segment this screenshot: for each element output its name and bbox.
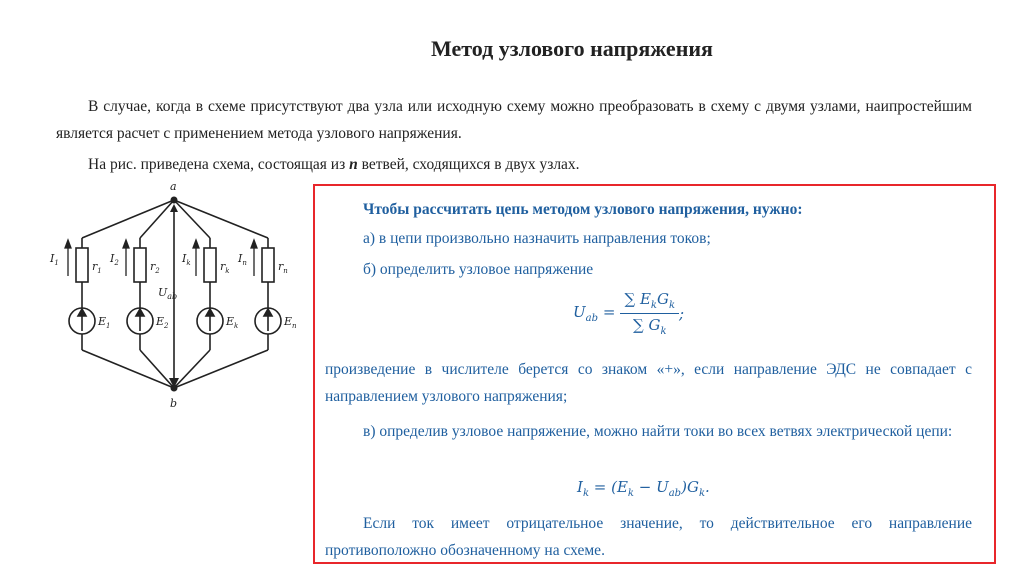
f1-tail: ; xyxy=(679,304,685,323)
step-b: б) определить узловое напряжение xyxy=(363,261,594,278)
emf-label-n: E xyxy=(284,315,293,328)
slide-title: Метод узлового напряжения xyxy=(431,36,713,61)
node-b-label: b xyxy=(170,397,178,410)
f1-lhs-sub: ab xyxy=(585,313,599,324)
svg-text:Ek: $E_k$ xyxy=(226,315,239,330)
intro-p2-post: ветвей, сходящихся в двух узлах. xyxy=(357,156,580,173)
circuit-diagram xyxy=(40,178,320,414)
current-label-k: I xyxy=(182,252,187,265)
formula-node-voltage xyxy=(573,290,684,337)
resistor-k xyxy=(204,248,216,282)
resistor-1 xyxy=(76,248,88,282)
svg-text:r2: $r_2$ xyxy=(150,260,160,275)
current-label-n: I xyxy=(238,252,243,265)
current-label-1: I xyxy=(50,252,55,265)
method-steps-box xyxy=(313,184,996,564)
f1-eq: = xyxy=(602,303,616,321)
emf-label-1: E xyxy=(98,315,107,328)
uab-label: $U_{ab}$ xyxy=(158,286,178,301)
f1-fraction xyxy=(620,290,679,337)
intro-n: n xyxy=(349,156,358,173)
f1-lhs: U xyxy=(573,303,586,321)
svg-text:En: $E_n$ xyxy=(284,315,297,330)
f1-denominator: ∑ $G_k$ xyxy=(632,316,667,337)
note-sign: произведение в числителе берется со знаком «+», если направление ЭДС не совпадает с направлением узлового напряжения; xyxy=(325,361,972,405)
svg-text:r1: $r_1$ xyxy=(92,260,102,275)
emf-label-k: E xyxy=(226,315,235,328)
resistor-n xyxy=(262,248,274,282)
svg-text:rk: $r_k$ xyxy=(220,260,230,275)
resistor-label-2: r xyxy=(150,260,156,273)
current-label-2: I xyxy=(110,252,115,265)
steps-heading: Чтобы рассчитать цепь методом узлового напряжения, нужно: xyxy=(363,201,803,218)
formula-branch-current: $I_k = (E_k - U_{ab})G_k$. xyxy=(577,478,710,499)
svg-text:In: $I_n$ xyxy=(238,252,247,267)
node-a-label: a xyxy=(170,180,177,193)
intro-paragraph-2 xyxy=(56,151,972,178)
intro-line-1: В случае, когда в схеме присутствуют два узла или исходную схему можно преобразовать в схему с двумя узлами, xyxy=(88,98,861,115)
intro-line-2: наипростейшим является расчет с применением метода узлового напряжения. xyxy=(56,98,972,142)
step-a: а) в цепи произвольно назначить направления токов; xyxy=(363,230,711,247)
svg-text:E1: $E_1$ xyxy=(98,315,111,330)
intro-paragraph-1 xyxy=(56,93,972,147)
svg-text:Ik: $I_k$ xyxy=(182,252,191,267)
resistor-2 xyxy=(134,248,146,282)
emf-label-2: E xyxy=(156,315,165,328)
node-a xyxy=(171,197,178,204)
intro-text xyxy=(56,93,972,178)
resistor-label-1: r xyxy=(92,260,98,273)
svg-text:rn: $r_n$ xyxy=(278,260,288,275)
node-b xyxy=(171,385,178,392)
resistor-label-n: r xyxy=(278,260,284,273)
step-c: в) определив узловое напряжение, можно найти токи во всех ветвях электрической цепи: xyxy=(363,423,953,440)
f1-numerator: ∑ $E_kG_k$ xyxy=(620,290,679,314)
resistor-label-k: r xyxy=(220,260,226,273)
svg-text:I1: $I_1$ xyxy=(50,252,59,267)
final-note: Если ток имеет отрицательное значение, то действительное его направление противоположно обозначенному на схеме. xyxy=(325,515,972,559)
intro-p2-pre: На рис. приведена схема, состоящая из xyxy=(88,156,350,173)
svg-text:E2: $E_2$ xyxy=(156,315,169,330)
svg-text:I2: $I_2$ xyxy=(110,252,119,267)
